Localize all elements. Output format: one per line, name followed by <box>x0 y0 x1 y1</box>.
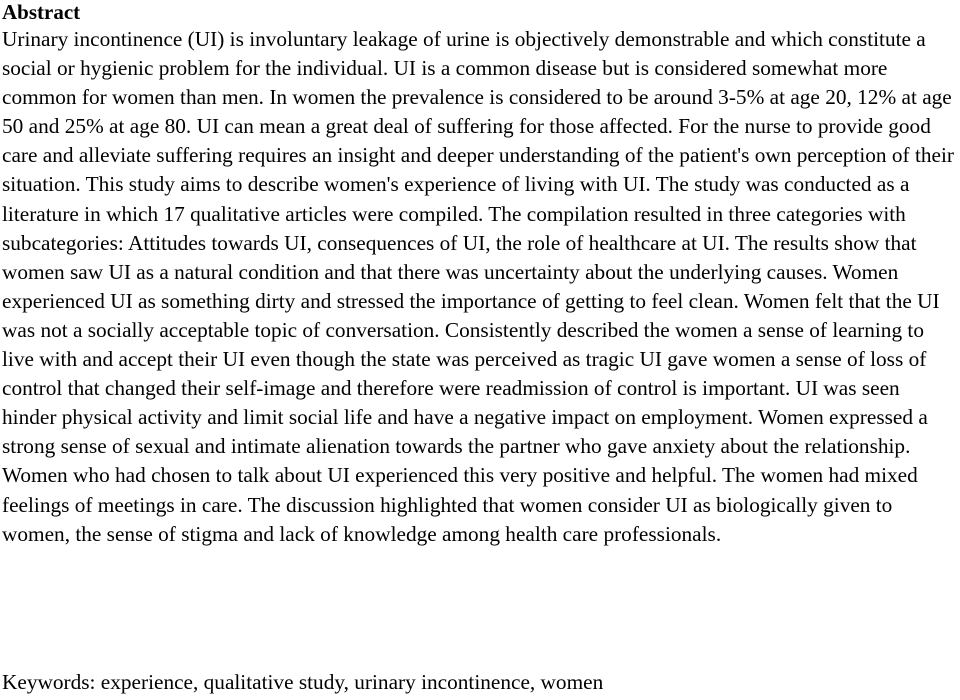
keywords-line: Keywords: experience, qualitative study, urinary incontinence, women <box>2 670 604 694</box>
abstract-heading: Abstract <box>2 0 81 24</box>
abstract-body: Urinary incontinence (UI) is involuntary leakage of urine is objectively demonstrable and which constitute a social or hygienic problem for the individual. UI is a common disease but is considered somewhat more common for women than men. In women the prevalence is considered to be around 3-5% at age 20, 12% at age 50 and 25% at age 80. UI can mean a great deal of suffering for those affected. For the nurse to provide good care and alleviate suffering requires an insight and deeper understanding of the patient's own perception of their situation. This study aims to describe women's experience of living with UI. The study was conducted as a literature in which 17 qualitative articles were compiled. The compilation resulted in three categories with subcategories: Attitudes towards UI, consequences of UI, the role of healthcare at UI. The results show that women saw UI as a natural condition and that there was uncertainty about the underlying causes. Women experienced UI as something dirty and stressed the importance of getting to feel clean. Women felt that the UI was not a socially acceptable topic of conversation. Consistently described the women a sense of learning to live with and accept their UI even though the state was perceived as tragic UI gave women a sense of loss of control that changed their self-image and therefore were readmission of control is important. UI was seen hinder physical activity and limit social life and have a negative impact on employment. Women expressed a strong sense of sexual and intimate alienation towards the partner who gave anxiety about the relationship. Women who had chosen to talk about UI experienced this very positive and helpful. The women had mixed feelings of meetings in care. The discussion highlighted that women consider UI as biologically given to women, the sense of stigma and lack of knowledge among health care professionals. <box>2 27 954 546</box>
document-page <box>2 0 958 694</box>
